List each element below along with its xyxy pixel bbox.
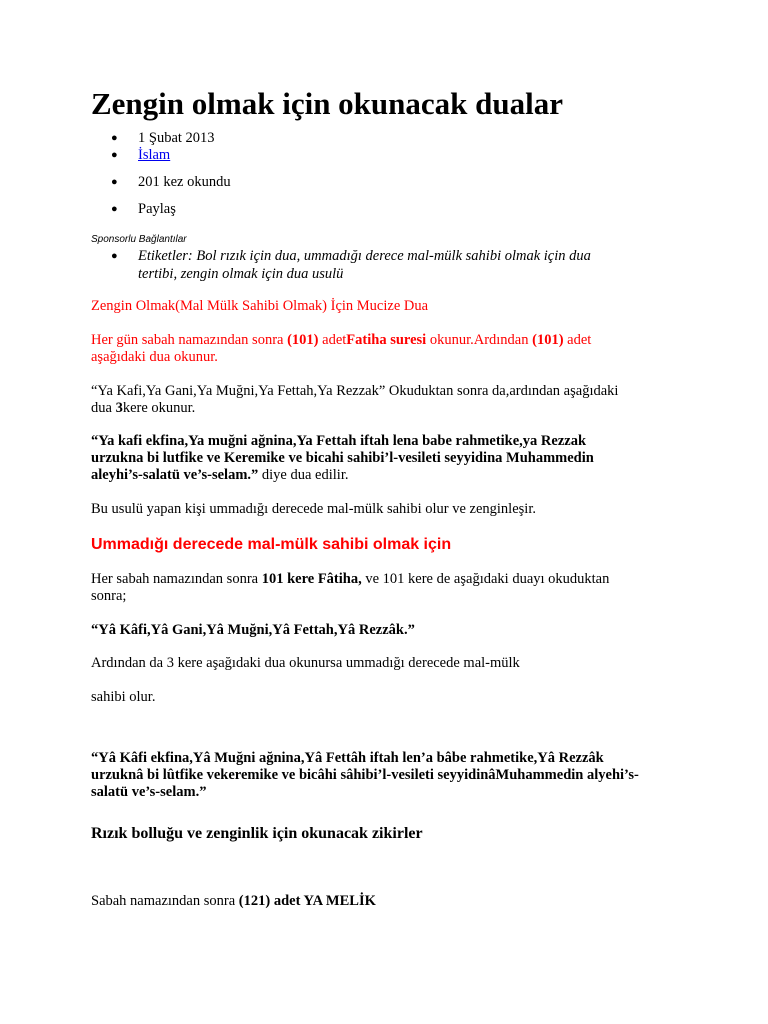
text-run-bold: 3 bbox=[115, 400, 123, 416]
text-run: dua bbox=[91, 400, 116, 416]
section2-paragraph-4: sahibi olur. bbox=[91, 689, 156, 705]
read-count: 201 kez okundu bbox=[138, 174, 231, 190]
text-run: Her sabah namazından sonra bbox=[91, 571, 262, 587]
section2-heading: Ummadığı derecede mal-mülk sahibi olmak için bbox=[91, 536, 452, 553]
bullet-icon: ● bbox=[111, 176, 118, 188]
page-title: Zengin olmak için okunacak dualar bbox=[91, 86, 564, 121]
section1-paragraph-4: Bu usulü yapan kişi ummadığı derecede mal-mülk sahibi olur ve zenginleşir. bbox=[91, 501, 536, 517]
text-run: ve 101 kere de aşağıdaki duayı okuduktan bbox=[361, 571, 610, 587]
bullet-icon: ● bbox=[111, 149, 118, 161]
section3-heading: Rızık bolluğu ve zenginlik için okunacak zikirler bbox=[91, 825, 423, 842]
text-run-bold: “Yâ Kâfi ekfina,Yâ Muğni ağnina,Yâ Fettâh iftah len’a bâbe rahmetike,Yâ Rezzâk bbox=[91, 750, 604, 766]
section1-paragraph-1 bbox=[91, 332, 691, 366]
bullet-icon: ● bbox=[111, 203, 118, 215]
section1-paragraph-2 bbox=[91, 383, 691, 417]
text-run-bold: (121) adet YA MELİK bbox=[238, 893, 376, 909]
text-run-bold: aleyhi’s-salatü ve’s-selam.” bbox=[91, 467, 259, 483]
meta-date: 1 Şubat 2013 bbox=[138, 130, 215, 146]
text-run: “Ya Kafi,Ya Gani,Ya Muğni,Ya Fettah,Ya Rezzak” Okuduktan sonra da,ardından aşağıdaki bbox=[91, 383, 619, 399]
section2-paragraph-1 bbox=[91, 571, 691, 605]
text-run: sonra; bbox=[91, 588, 127, 604]
text-run-bold: Fatiha suresi bbox=[346, 332, 427, 348]
sponsor-label: Sponsorlu Bağlantılar bbox=[91, 234, 187, 245]
section2-paragraph-3: Ardından da 3 kere aşağıdaki dua okunursa ummadığı derecede mal-mülk bbox=[91, 655, 520, 671]
text-run-bold: (101) bbox=[287, 332, 319, 348]
text-run-bold: salatü ve’s-selam.” bbox=[91, 784, 207, 800]
text-run: diye dua edilir. bbox=[258, 467, 349, 483]
text-run: aşağıdaki dua okunur. bbox=[91, 349, 218, 365]
text-run-bold: (101) bbox=[532, 332, 564, 348]
section1-paragraph-3 bbox=[91, 433, 691, 484]
text-run-bold: urzukna bi lutfike ve Keremike ve bicahi sahibi’l-vesileti seyyidina Muhammedin bbox=[91, 450, 594, 466]
section3-paragraph-1 bbox=[91, 893, 691, 910]
bullet-icon: ● bbox=[111, 250, 118, 262]
text-run-bold: “Ya kafi ekfina,Ya muğni ağnina,Ya Fettah iftah lena babe rahmetike,ya Rezzak bbox=[91, 433, 587, 449]
tags-line-2: tertibi, zengin olmak için dua usulü bbox=[138, 265, 344, 282]
section2-paragraph-2: “Yâ Kâfi,Yâ Gani,Yâ Muğni,Yâ Fettah,Yâ Rezzâk.” bbox=[91, 622, 415, 638]
tags-line-1: Etiketler: Bol rızık için dua, ummadığı derece mal-mülk sahibi olmak için dua bbox=[138, 248, 591, 264]
tags-item bbox=[111, 248, 671, 283]
text-run-bold: 101 kere Fâtiha, bbox=[261, 571, 362, 587]
section1-heading: Zengin Olmak(Mal Mülk Sahibi Olmak) İçin Mucize Dua bbox=[91, 298, 429, 314]
text-run-bold: urzuknâ bi lûtfike vekeremike ve bicâhi sâhibi’l-vesileti seyyidinâMuhammedin alyehi’s- bbox=[91, 767, 639, 783]
section2-paragraph-5 bbox=[91, 750, 691, 801]
category-link[interactable]: İslam bbox=[138, 147, 171, 163]
text-run: Her gün sabah namazından sonra bbox=[91, 332, 288, 348]
text-run: okunur.Ardından bbox=[426, 332, 533, 348]
bullet-icon: ● bbox=[111, 132, 118, 144]
text-run: adet bbox=[563, 332, 592, 348]
text-run: Sabah namazından sonra bbox=[91, 893, 239, 909]
share-label[interactable]: Paylaş bbox=[138, 201, 176, 217]
text-run: kere okunur. bbox=[122, 400, 196, 416]
text-run: adet bbox=[318, 332, 347, 348]
